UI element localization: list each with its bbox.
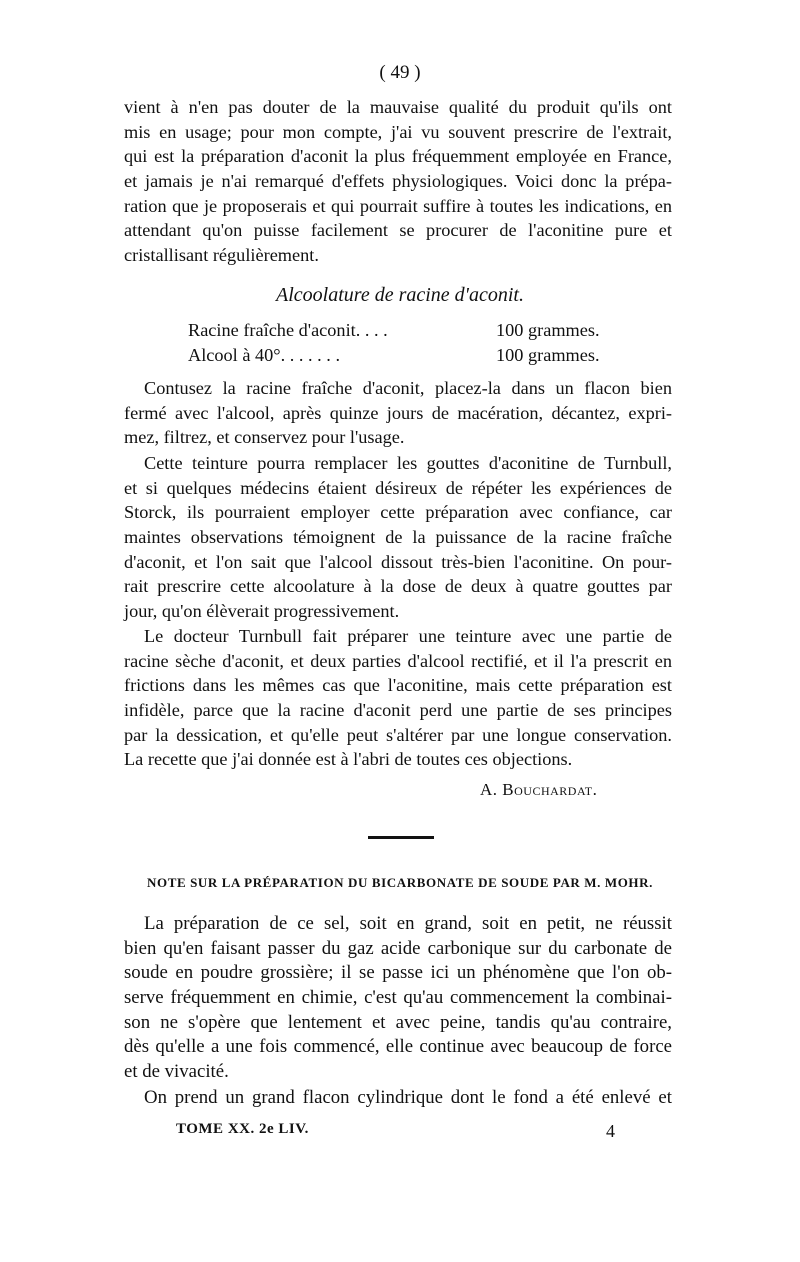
text-line: racine sèche d'aconit, et deux parties d'alcool rectifié, et il l'a prescrit en	[124, 650, 672, 671]
text-line: fermé avec l'alcool, après quinze jours de macération, décantez, expri-	[124, 402, 672, 423]
ingredient-quantity: 100 grammes.	[496, 320, 600, 340]
text-line: dès qu'elle a une fois commencé, elle continue avec beaucoup de force	[124, 1036, 672, 1058]
text-line: rait prescrire cette alcoolature à la dose de deux à quatre gouttes par	[124, 576, 672, 597]
recipe-title: Alcoolature de racine d'aconit.	[276, 284, 524, 306]
text-line: d'aconit, et l'on sait que l'alcool dissout très-bien l'aconitine. On pour-	[124, 551, 672, 572]
section-divider	[368, 836, 434, 839]
text-line: Contusez la racine fraîche d'aconit, placez-la dans un flacon bien	[144, 378, 672, 398]
paragraph-2	[124, 376, 672, 450]
text-line: mis en usage; pour mon compte, j'ai vu souvent prescrire de l'extrait,	[124, 121, 672, 142]
text-line: ration que je proposerais et qui pourrait suffire à toutes les indications, en	[124, 195, 672, 216]
text-line: maintes observations témoignent de la puissance de la racine fraîche	[124, 527, 672, 548]
text-line: cristallisant régulièrement.	[124, 245, 319, 266]
text-line: et jamais je n'ai remarqué d'effets physiologiques. Voici donc la prépa-	[124, 171, 672, 192]
paragraph-6	[124, 1086, 672, 1111]
text-line: par la dessication, et qu'elle peut s'altérer par une longue conservation.	[124, 724, 672, 745]
text-line: Storck, ils pourraient employer cette préparation avec confiance, car	[124, 502, 672, 523]
text-line: son ne s'opère que lentement et avec peine, tandis qu'au contraire,	[124, 1011, 672, 1033]
text-line: La recette que j'ai donnée est à l'abri de toutes ces objections.	[124, 749, 573, 770]
text-line: Cette teinture pourra remplacer les gouttes d'aconitine de Turnbull,	[144, 453, 672, 473]
ingredient-name: Racine fraîche d'aconit. . . .	[188, 320, 388, 340]
paragraph-1	[124, 95, 672, 268]
text-line: infidèle, parce que la racine d'aconit perd une partie de ses principes	[124, 700, 672, 721]
text-line: mez, filtrez, et conservez pour l'usage.	[124, 427, 405, 448]
page-number: ( 49 )	[379, 62, 421, 83]
text-line: vient à n'en pas douter de la mauvaise qualité du produit qu'ils ont	[124, 97, 672, 117]
text-line: bien qu'en faisant passer du gaz acide carbonique sur du carbonate de	[124, 937, 672, 959]
footer-signature-mark: 4	[606, 1121, 615, 1141]
text-line: Le docteur Turnbull fait préparer une teinture avec une partie de	[144, 626, 672, 646]
text-line: serve fréquemment en chimie, c'est qu'au commencement la combinai-	[124, 987, 672, 1009]
text-line: frictions dans les mêmes cas que l'aconitine, mais cette préparation est	[124, 675, 672, 696]
paragraph-3	[124, 451, 672, 624]
text-line: qui est la préparation d'aconit la plus fréquemment employée en France,	[124, 146, 672, 167]
text-line: soude en poudre grossière; il se passe ici un phénomène que l'on ob-	[124, 962, 672, 984]
footer-volume: TOME XX. 2e LIV.	[176, 1121, 309, 1137]
note-title: NOTE SUR LA PRÉPARATION DU BICARBONATE DE SOUDE PAR M. MOHR.	[147, 875, 653, 890]
signature: A. Bouchardat.	[480, 780, 598, 799]
paragraph-4	[124, 624, 672, 772]
text-line: et de vivacité.	[124, 1061, 229, 1083]
text-line: et si quelques médecins étaient désireux de répéter les expériences de	[124, 477, 672, 498]
text-line: On prend un grand flacon cylindrique dont le fond a été enlevé et	[144, 1087, 672, 1108]
text-line: jour, qu'on élèverait progressivement.	[124, 601, 400, 622]
text-line: La préparation de ce sel, soit en grand, soit en petit, ne réussit	[144, 913, 672, 934]
text-line: attendant qu'on puisse facilement se procurer de l'aconitine pure et	[124, 220, 672, 241]
ingredient-quantity: 100 grammes.	[496, 345, 600, 365]
ingredient-name: Alcool à 40°. . . . . . .	[188, 345, 341, 365]
paragraph-5	[124, 912, 672, 1085]
